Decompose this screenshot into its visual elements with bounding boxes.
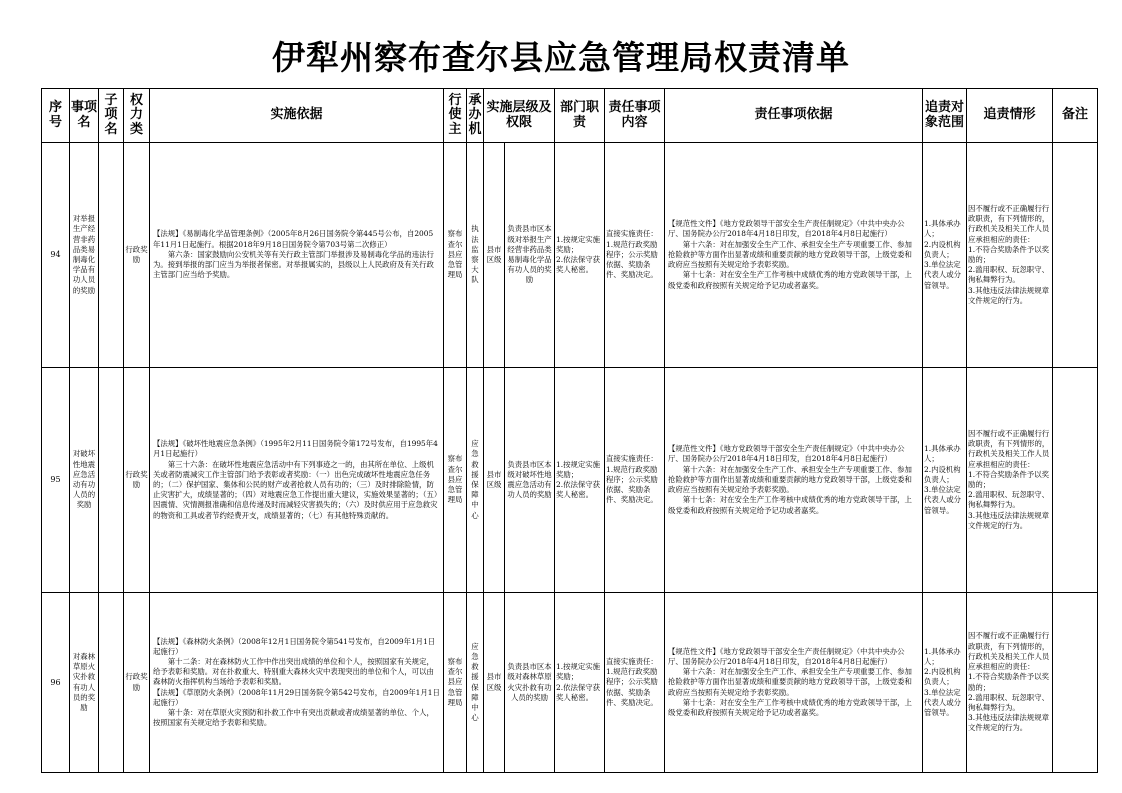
cell-seq: 96 bbox=[42, 593, 70, 773]
cell-actor: 察布查尔县应急管理局 bbox=[444, 593, 467, 773]
header-row bbox=[42, 89, 1098, 143]
cell-handler: 应急救援保障中心 bbox=[467, 593, 484, 773]
header-handler: 承办机 bbox=[467, 89, 484, 143]
cell-actor: 察布查尔县应急管理局 bbox=[444, 368, 467, 593]
cell-scope: 1.具体承办人； 2.内设机构负责人； 3.单位法定代表人或分管领导。 bbox=[923, 368, 967, 593]
header-resp-basis: 责任事项依据 bbox=[665, 89, 923, 143]
cell-dept-duty: 1.按规定实施奖励； 2.依法保守获奖人秘密。 bbox=[555, 593, 605, 773]
header-power-type: 权力类 bbox=[124, 89, 150, 143]
cell-item: 对森林草原火灾扑救有功人员的奖励 bbox=[70, 593, 99, 773]
table-row bbox=[42, 593, 1098, 773]
cell-seq: 95 bbox=[42, 368, 70, 593]
cell-dept-duty: 1.按规定实施奖励； 2.依法保守获奖人秘密。 bbox=[555, 368, 605, 593]
cell-power-type: 行政奖励 bbox=[124, 368, 150, 593]
cell-basis: 【法规】《易制毒化学品管理条例》（2005年8月26日国务院令第445号公布，自2005年11月1日起施行。根据2018年9月18日国务院令第703号第二次修正） 第六条：国家鼓励向公安机关等有关行政主管部门举报涉及易制毒化学品的违法行为。接到举报的部门应当为举报者保密。对举报属实的，县级以上人民政府及有关行政主管部门应当给予奖励。 bbox=[150, 143, 444, 368]
cell-resp-content: 直接实施责任： 1.规范行政奖励程序；公示奖励依据、奖励条件、奖励决定。 bbox=[605, 593, 665, 773]
header-seq: 序号 bbox=[42, 89, 70, 143]
cell-resp-basis: 【规范性文件】《地方党政领导干部安全生产责任制规定》（中共中央办公厅、国务院办公厅2018年4月18日印发，自2018年4月8日起施行） 第十六条：对在加强安全生产工作、承担安全生产专项重要工作、参加抢险救护等方面作出显著成绩和重要贡献的地方党政领导干部，上级党委和政府应当按照有关规定给予表彰奖励。 第十七条：对在安全生产工作考核中成绩优秀的地方党政领导干部，上级党委和政府按照有关规定给予记功或者嘉奖。 bbox=[665, 593, 923, 773]
cell-resp-content: 直接实施责任： 1.规范行政奖励程序；公示奖励依据、奖励条件、奖励决定。 bbox=[605, 143, 665, 368]
cell-item: 对举报生产经营非药品类易制毒化学品有功人员的奖励 bbox=[70, 143, 99, 368]
cell-level: 县市区级 bbox=[484, 143, 505, 368]
cell-power-type: 行政奖励 bbox=[124, 143, 150, 368]
header-dept-duty: 部门职责 bbox=[555, 89, 605, 143]
cell-note bbox=[1053, 368, 1098, 593]
power-responsibility-table bbox=[41, 88, 1098, 773]
cell-subitem bbox=[99, 368, 124, 593]
cell-scope: 1.具体承办人； 2.内设机构负责人； 3.单位法定代表人或分管领导。 bbox=[923, 593, 967, 773]
cell-seq: 94 bbox=[42, 143, 70, 368]
cell-actor: 察布查尔县应急管理局 bbox=[444, 143, 467, 368]
page-title: 伊犁州察布查尔县应急管理局权责清单 bbox=[272, 38, 850, 77]
cell-level-scope: 负责县市区本级对破坏性地震应急活动有功人员的奖励 bbox=[505, 368, 555, 593]
table-row bbox=[42, 143, 1098, 368]
cell-situation: 因不履行或不正确履行行政职责，有下列情形的，行政机关及相关工作人员应承担相应的责任： 1.不符合奖励条件予以奖励的； 2.滥用职权、玩忽职守、徇私舞弊行为。 3.其他违反法律法规规章文件规定的行为。 bbox=[967, 593, 1053, 773]
header-actor: 行使主 bbox=[444, 89, 467, 143]
cell-item: 对破坏性地震应急活动有功人员的奖励 bbox=[70, 368, 99, 593]
cell-note bbox=[1053, 593, 1098, 773]
cell-basis: 【法规】《破坏性地震应急条例》（1995年2月11日国务院令第172号发布，自1995年4月1日起施行） 第三十六条：在破坏性地震应急活动中有下列事迹之一的，由其所在单位、上级机关或者防震减灾工作主管部门给予表彰或者奖励：（一）出色完成破坏性地震应急任务的；（二）保护国家、集体和公民的财产或者抢救人员有功的；（三）及时排除险情，防止灾害扩大，成绩显著的；（四）对地震应急工作提出重大建议，实施效果显著的；（五）因震情、灾情测报准确和信息传递及时而减轻灾害损失的；（六）及时供应用于应急救灾的物资和工具或者节约经费开支，成绩显著的；（七）有其他特殊贡献的。 bbox=[150, 368, 444, 593]
cell-subitem bbox=[99, 593, 124, 773]
cell-dept-duty: 1.按规定实施奖励； 2.依法保守获奖人秘密。 bbox=[555, 143, 605, 368]
header-scope: 追责对象范围 bbox=[923, 89, 967, 143]
header-situation: 追责情形 bbox=[967, 89, 1053, 143]
cell-situation: 因不履行或不正确履行行政职责，有下列情形的，行政机关及相关工作人员应承担相应的责任： 1.不符合奖励条件予以奖励的； 2.滥用职权、玩忽职守、徇私舞弊行为。 3.其他违反法律法规规章文件规定的行为。 bbox=[967, 368, 1053, 593]
header-basis: 实施依据 bbox=[150, 89, 444, 143]
cell-scope: 1.具体承办人； 2.内设机构负责人； 3.单位法定代表人或分管领导。 bbox=[923, 143, 967, 368]
cell-note bbox=[1053, 143, 1098, 368]
cell-resp-basis: 【规范性文件】《地方党政领导干部安全生产责任制规定》（中共中央办公厅、国务院办公厅2018年4月18日印发，自2018年4月8日起施行） 第十六条：对在加强安全生产工作、承担安全生产专项重要工作、参加抢险救护等方面作出显著成绩和重要贡献的地方党政领导干部，上级党委和政府应当按照有关规定给予表彰奖励。 第十七条：对在安全生产工作考核中成绩优秀的地方党政领导干部，上级党委和政府按照有关规定给予记功或者嘉奖。 bbox=[665, 368, 923, 593]
cell-level: 县市区级 bbox=[484, 593, 505, 773]
header-resp-content: 责任事项内容 bbox=[605, 89, 665, 143]
header-item: 事项名 bbox=[70, 89, 99, 143]
cell-handler: 执法监察大队 bbox=[467, 143, 484, 368]
table-row bbox=[42, 368, 1098, 593]
cell-situation: 因不履行或不正确履行行政职责，有下列情形的，行政机关及相关工作人员应承担相应的责任： 1.不符合奖励条件予以奖励的； 2.滥用职权、玩忽职守、徇私舞弊行为。 3.其他违反法律法规规章文件规定的行为。 bbox=[967, 143, 1053, 368]
cell-basis: 【法规】《森林防火条例》（2008年12月1日国务院令第541号发布，自2009年1月1日起施行） 第十二条：对在森林防火工作中作出突出成绩的单位和个人，按照国家有关规定，给予表彰和奖励。对在扑救重大、特别重大森林火灾中表现突出的单位和个人，可以由森林防火指挥机构当场给予表彰和奖励。 【法规】《草原防火条例》（2008年11月29日国务院令第542号发布，自2009年1月1日起施行） 第十条：对在草原火灾预防和扑救工作中有突出贡献或者成绩显著的单位、个人，按照国家有关规定给予表彰和奖励。 bbox=[150, 593, 444, 773]
cell-resp-content: 直接实施责任： 1.规范行政奖励程序；公示奖励依据、奖励条件、奖励决定。 bbox=[605, 368, 665, 593]
cell-subitem bbox=[99, 143, 124, 368]
cell-resp-basis: 【规范性文件】《地方党政领导干部安全生产责任制规定》（中共中央办公厅、国务院办公厅2018年4月18日印发，自2018年4月8日起施行） 第十六条：对在加强安全生产工作、承担安全生产专项重要工作、参加抢险救护等方面作出显著成绩和重要贡献的地方党政领导干部，上级党委和政府应当按照有关规定给予表彰奖励。 第十七条：对在安全生产工作考核中成绩优秀的地方党政领导干部，上级党委和政府按照有关规定给予记功或者嘉奖。 bbox=[665, 143, 923, 368]
cell-level-scope: 负责县市区本级对举报生产经营非药品类易制毒化学品有功人员的奖励 bbox=[505, 143, 555, 368]
cell-level-scope: 负责县市区本级对森林草原火灾扑救有功人员的奖励 bbox=[505, 593, 555, 773]
header-note: 备注 bbox=[1053, 89, 1098, 143]
cell-level: 县市区级 bbox=[484, 368, 505, 593]
header-level: 实施层级及权限 bbox=[484, 89, 555, 143]
cell-power-type: 行政奖励 bbox=[124, 593, 150, 773]
header-subitem: 子项名 bbox=[99, 89, 124, 143]
cell-handler: 应急救援保障中心 bbox=[467, 368, 484, 593]
